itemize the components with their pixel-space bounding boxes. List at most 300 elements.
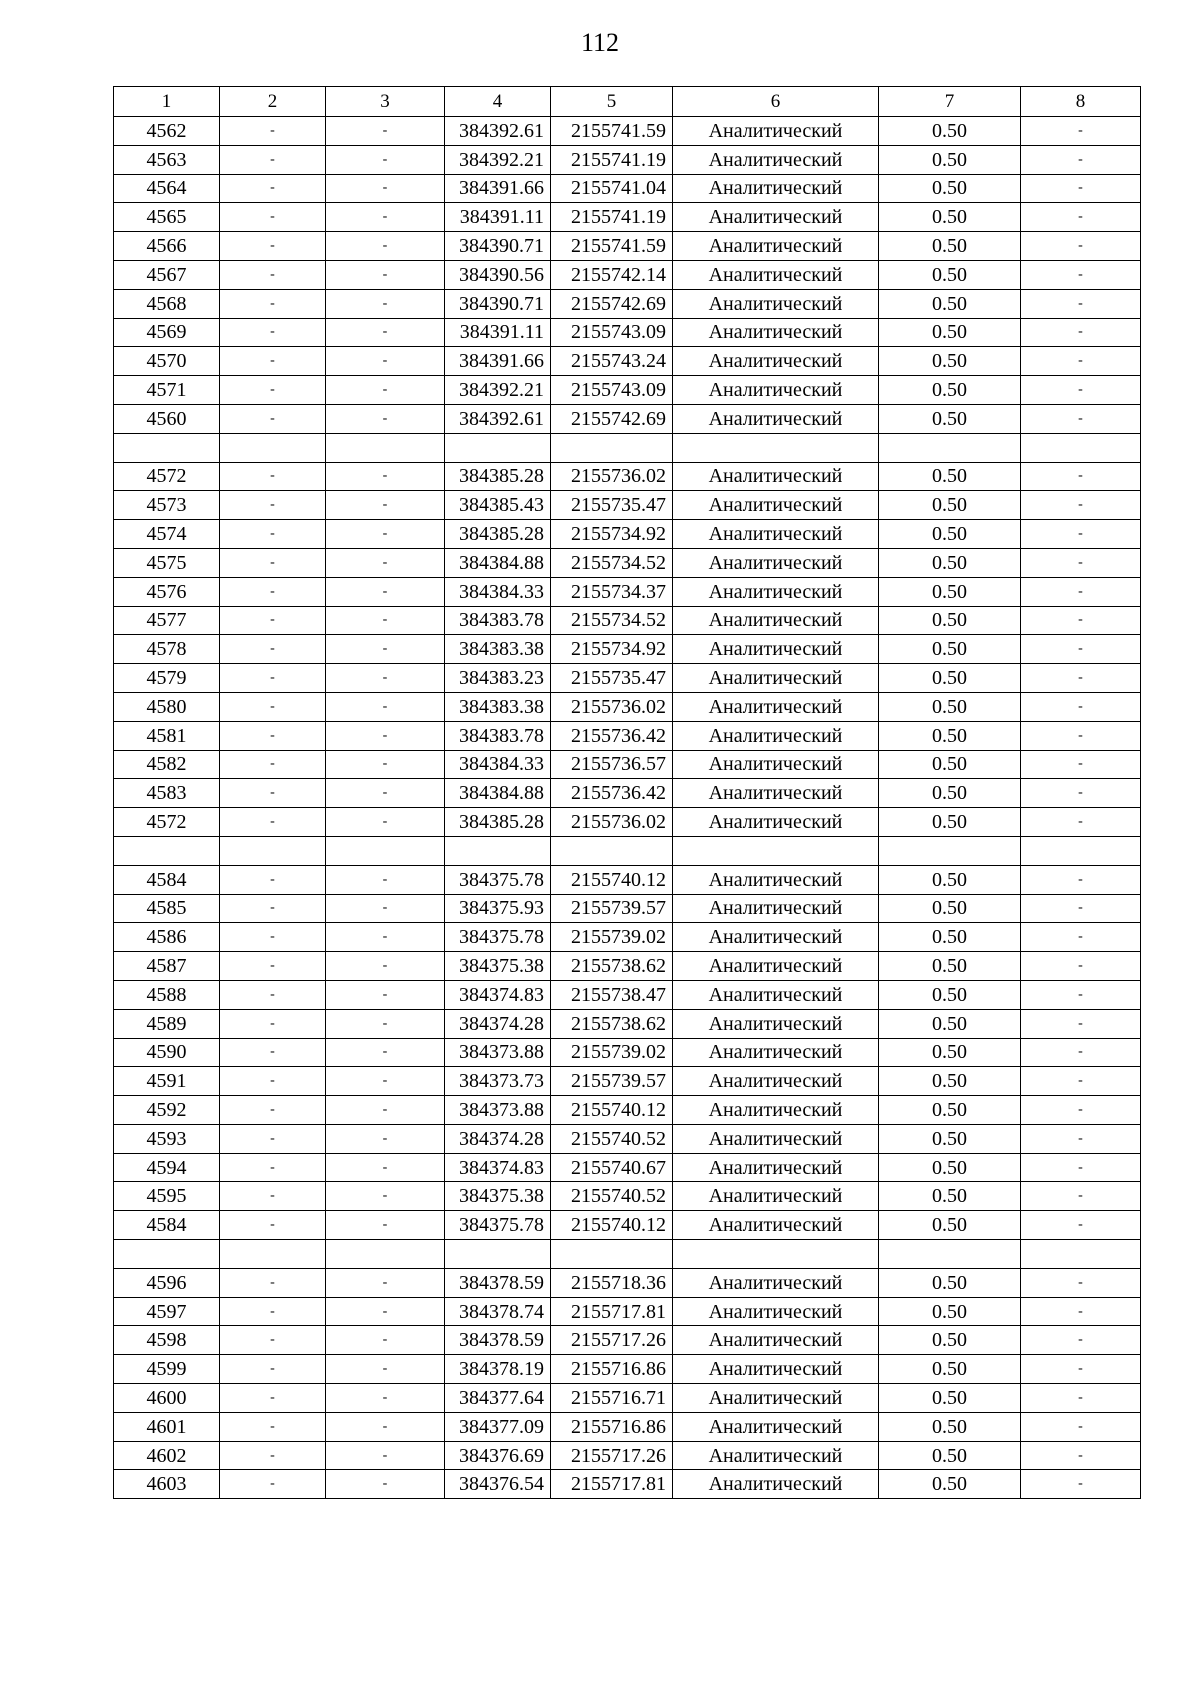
table-row: [114, 664, 1141, 693]
cell-y-coordinate: [551, 1240, 673, 1269]
cell-point-number: 4563: [114, 145, 220, 174]
cell-point-number: 4584: [114, 1211, 220, 1240]
cell-col-3: -: [326, 750, 445, 779]
cell-col-3: -: [326, 1067, 445, 1096]
table-row: [114, 1384, 1141, 1413]
cell-y-coordinate: 2155736.02: [551, 462, 673, 491]
cell-y-coordinate: 2155736.02: [551, 808, 673, 837]
cell-point-number: 4597: [114, 1297, 220, 1326]
cell-point-number: 4585: [114, 894, 220, 923]
cell-point-number: 4599: [114, 1355, 220, 1384]
cell-x-coordinate: 384376.54: [445, 1470, 551, 1499]
cell-point-number: [114, 836, 220, 865]
cell-method: Аналитический: [673, 260, 879, 289]
cell-col-3: -: [326, 404, 445, 433]
cell-point-number: [114, 433, 220, 462]
table-row: [114, 952, 1141, 981]
cell-method: Аналитический: [673, 664, 879, 693]
table-row: [114, 1182, 1141, 1211]
cell-col-8: -: [1021, 318, 1141, 347]
cell-col-8: -: [1021, 692, 1141, 721]
cell-accuracy: 0.50: [879, 318, 1021, 347]
table-row: [114, 1355, 1141, 1384]
cell-accuracy: 0.50: [879, 577, 1021, 606]
cell-col-3: -: [326, 1441, 445, 1470]
table-row: [114, 1326, 1141, 1355]
cell-method: Аналитический: [673, 232, 879, 261]
cell-y-coordinate: 2155738.62: [551, 1009, 673, 1038]
cell-x-coordinate: 384384.33: [445, 577, 551, 606]
cell-col-3: -: [326, 1182, 445, 1211]
cell-col-8: -: [1021, 260, 1141, 289]
cell-col-3: -: [326, 376, 445, 405]
cell-y-coordinate: [551, 836, 673, 865]
table-row: [114, 145, 1141, 174]
cell-col-2: -: [220, 117, 326, 146]
cell-accuracy: 0.50: [879, 779, 1021, 808]
cell-point-number: 4593: [114, 1124, 220, 1153]
cell-y-coordinate: 2155740.52: [551, 1182, 673, 1211]
table-row: [114, 577, 1141, 606]
cell-y-coordinate: 2155742.14: [551, 260, 673, 289]
cell-col-8: -: [1021, 606, 1141, 635]
cell-col-8: -: [1021, 347, 1141, 376]
cell-point-number: 4569: [114, 318, 220, 347]
cell-col-3: -: [326, 174, 445, 203]
cell-col-2: -: [220, 318, 326, 347]
cell-col-3: -: [326, 203, 445, 232]
cell-y-coordinate: 2155739.57: [551, 1067, 673, 1096]
cell-y-coordinate: 2155717.26: [551, 1441, 673, 1470]
cell-col-2: -: [220, 894, 326, 923]
table-row: [114, 1038, 1141, 1067]
cell-col-2: -: [220, 865, 326, 894]
cell-accuracy: 0.50: [879, 462, 1021, 491]
cell-y-coordinate: 2155734.52: [551, 606, 673, 635]
cell-col-3: -: [326, 1384, 445, 1413]
cell-y-coordinate: 2155743.09: [551, 376, 673, 405]
cell-accuracy: 0.50: [879, 894, 1021, 923]
table-row: [114, 1297, 1141, 1326]
cell-col-2: -: [220, 1412, 326, 1441]
cell-accuracy: 0.50: [879, 1067, 1021, 1096]
cell-col-3: -: [326, 1297, 445, 1326]
cell-y-coordinate: 2155741.19: [551, 145, 673, 174]
cell-point-number: 4577: [114, 606, 220, 635]
table-row: [114, 1009, 1141, 1038]
cell-method: Аналитический: [673, 491, 879, 520]
cell-col-3: -: [326, 491, 445, 520]
cell-col-2: -: [220, 548, 326, 577]
cell-method: Аналитический: [673, 1211, 879, 1240]
cell-y-coordinate: 2155736.42: [551, 721, 673, 750]
cell-point-number: 4565: [114, 203, 220, 232]
cell-accuracy: 0.50: [879, 692, 1021, 721]
cell-method: Аналитический: [673, 692, 879, 721]
cell-point-number: 4600: [114, 1384, 220, 1413]
cell-col-3: -: [326, 260, 445, 289]
cell-col-2: [220, 836, 326, 865]
cell-point-number: 4603: [114, 1470, 220, 1499]
cell-col-2: -: [220, 692, 326, 721]
cell-method: Аналитический: [673, 1441, 879, 1470]
cell-y-coordinate: 2155741.59: [551, 117, 673, 146]
cell-accuracy: 0.50: [879, 721, 1021, 750]
cell-accuracy: [879, 1240, 1021, 1269]
cell-y-coordinate: 2155740.52: [551, 1124, 673, 1153]
table-row: [114, 1067, 1141, 1096]
cell-col-8: -: [1021, 1326, 1141, 1355]
cell-point-number: 4595: [114, 1182, 220, 1211]
cell-y-coordinate: 2155734.52: [551, 548, 673, 577]
cell-y-coordinate: 2155716.86: [551, 1412, 673, 1441]
cell-y-coordinate: 2155743.09: [551, 318, 673, 347]
cell-x-coordinate: 384390.71: [445, 289, 551, 318]
cell-method: Аналитический: [673, 1182, 879, 1211]
table-row: [114, 1412, 1141, 1441]
cell-accuracy: 0.50: [879, 404, 1021, 433]
cell-x-coordinate: 384392.61: [445, 117, 551, 146]
cell-point-number: 4580: [114, 692, 220, 721]
cell-col-8: -: [1021, 232, 1141, 261]
cell-method: Аналитический: [673, 635, 879, 664]
cell-method: Аналитический: [673, 1124, 879, 1153]
table-row: [114, 1124, 1141, 1153]
cell-col-2: -: [220, 1355, 326, 1384]
cell-col-8: -: [1021, 1355, 1141, 1384]
cell-col-8: -: [1021, 1470, 1141, 1499]
cell-method: Аналитический: [673, 289, 879, 318]
cell-col-2: -: [220, 980, 326, 1009]
cell-accuracy: 0.50: [879, 1211, 1021, 1240]
separator-row: [114, 1240, 1141, 1269]
cell-method: Аналитический: [673, 1067, 879, 1096]
cell-col-8: -: [1021, 491, 1141, 520]
cell-x-coordinate: 384391.11: [445, 203, 551, 232]
cell-y-coordinate: 2155739.57: [551, 894, 673, 923]
cell-y-coordinate: 2155717.26: [551, 1326, 673, 1355]
cell-col-3: [326, 836, 445, 865]
cell-accuracy: 0.50: [879, 1297, 1021, 1326]
cell-point-number: 4570: [114, 347, 220, 376]
cell-point-number: 4573: [114, 491, 220, 520]
cell-y-coordinate: 2155741.04: [551, 174, 673, 203]
cell-point-number: 4576: [114, 577, 220, 606]
cell-col-3: -: [326, 1211, 445, 1240]
cell-method: Аналитический: [673, 923, 879, 952]
cell-col-8: -: [1021, 980, 1141, 1009]
cell-col-3: [326, 1240, 445, 1269]
cell-y-coordinate: 2155736.42: [551, 779, 673, 808]
cell-accuracy: 0.50: [879, 491, 1021, 520]
cell-method: Аналитический: [673, 117, 879, 146]
cell-col-3: -: [326, 577, 445, 606]
cell-col-3: -: [326, 1009, 445, 1038]
cell-col-2: -: [220, 1009, 326, 1038]
cell-method: Аналитический: [673, 520, 879, 549]
cell-x-coordinate: 384383.38: [445, 635, 551, 664]
cell-y-coordinate: 2155740.67: [551, 1153, 673, 1182]
cell-y-coordinate: 2155734.37: [551, 577, 673, 606]
cell-col-2: -: [220, 808, 326, 837]
cell-col-3: -: [326, 1268, 445, 1297]
cell-col-3: -: [326, 1470, 445, 1499]
cell-col-8: -: [1021, 635, 1141, 664]
cell-col-3: -: [326, 980, 445, 1009]
column-header: 2: [220, 87, 326, 117]
cell-col-2: -: [220, 1211, 326, 1240]
cell-method: Аналитический: [673, 1470, 879, 1499]
cell-point-number: 4568: [114, 289, 220, 318]
cell-x-coordinate: 384377.64: [445, 1384, 551, 1413]
cell-x-coordinate: 384378.59: [445, 1268, 551, 1297]
cell-accuracy: 0.50: [879, 1009, 1021, 1038]
cell-col-8: -: [1021, 808, 1141, 837]
cell-y-coordinate: [551, 433, 673, 462]
cell-col-2: -: [220, 1297, 326, 1326]
table-row: [114, 404, 1141, 433]
cell-y-coordinate: 2155734.92: [551, 520, 673, 549]
cell-y-coordinate: 2155716.86: [551, 1355, 673, 1384]
cell-accuracy: 0.50: [879, 980, 1021, 1009]
table-row: [114, 606, 1141, 635]
table-row: [114, 923, 1141, 952]
cell-col-8: -: [1021, 894, 1141, 923]
table-row: [114, 232, 1141, 261]
cell-accuracy: 0.50: [879, 750, 1021, 779]
cell-col-3: -: [326, 721, 445, 750]
cell-x-coordinate: 384383.38: [445, 692, 551, 721]
cell-point-number: 4590: [114, 1038, 220, 1067]
cell-point-number: 4581: [114, 721, 220, 750]
cell-x-coordinate: 384378.19: [445, 1355, 551, 1384]
cell-col-3: -: [326, 347, 445, 376]
cell-x-coordinate: 384383.78: [445, 721, 551, 750]
cell-y-coordinate: 2155735.47: [551, 664, 673, 693]
cell-method: Аналитический: [673, 865, 879, 894]
cell-x-coordinate: 384375.78: [445, 1211, 551, 1240]
cell-col-2: -: [220, 1441, 326, 1470]
cell-col-3: -: [326, 664, 445, 693]
cell-accuracy: 0.50: [879, 520, 1021, 549]
cell-y-coordinate: 2155735.47: [551, 491, 673, 520]
cell-point-number: 4574: [114, 520, 220, 549]
cell-accuracy: 0.50: [879, 376, 1021, 405]
cell-method: Аналитический: [673, 1355, 879, 1384]
table-row: [114, 462, 1141, 491]
cell-point-number: 4596: [114, 1268, 220, 1297]
cell-y-coordinate: 2155717.81: [551, 1470, 673, 1499]
cell-y-coordinate: 2155718.36: [551, 1268, 673, 1297]
cell-col-3: -: [326, 548, 445, 577]
cell-x-coordinate: 384375.78: [445, 865, 551, 894]
cell-col-2: -: [220, 1124, 326, 1153]
table-row: [114, 347, 1141, 376]
cell-accuracy: 0.50: [879, 1268, 1021, 1297]
cell-method: Аналитический: [673, 952, 879, 981]
cell-accuracy: 0.50: [879, 808, 1021, 837]
cell-col-8: -: [1021, 1067, 1141, 1096]
cell-col-2: -: [220, 1182, 326, 1211]
cell-col-2: -: [220, 952, 326, 981]
cell-method: Аналитический: [673, 1038, 879, 1067]
cell-x-coordinate: 384392.21: [445, 145, 551, 174]
cell-method: Аналитический: [673, 1412, 879, 1441]
separator-row: [114, 836, 1141, 865]
cell-x-coordinate: 384375.78: [445, 923, 551, 952]
cell-x-coordinate: 384373.73: [445, 1067, 551, 1096]
cell-x-coordinate: [445, 836, 551, 865]
cell-method: Аналитический: [673, 1096, 879, 1125]
cell-y-coordinate: 2155739.02: [551, 1038, 673, 1067]
table-row: [114, 1268, 1141, 1297]
cell-col-8: -: [1021, 779, 1141, 808]
cell-method: Аналитический: [673, 1153, 879, 1182]
separator-row: [114, 433, 1141, 462]
cell-y-coordinate: 2155717.81: [551, 1297, 673, 1326]
cell-col-2: -: [220, 577, 326, 606]
table-row: [114, 260, 1141, 289]
cell-accuracy: 0.50: [879, 1326, 1021, 1355]
cell-accuracy: 0.50: [879, 1355, 1021, 1384]
cell-col-8: -: [1021, 1038, 1141, 1067]
cell-y-coordinate: 2155738.47: [551, 980, 673, 1009]
cell-point-number: 4584: [114, 865, 220, 894]
cell-col-2: -: [220, 289, 326, 318]
cell-x-coordinate: 384373.88: [445, 1038, 551, 1067]
cell-accuracy: 0.50: [879, 1038, 1021, 1067]
cell-point-number: 4560: [114, 404, 220, 433]
cell-col-8: -: [1021, 1009, 1141, 1038]
cell-accuracy: 0.50: [879, 1153, 1021, 1182]
cell-method: Аналитический: [673, 1384, 879, 1413]
cell-accuracy: 0.50: [879, 606, 1021, 635]
cell-method: Аналитический: [673, 145, 879, 174]
cell-col-2: -: [220, 1268, 326, 1297]
cell-method: Аналитический: [673, 894, 879, 923]
cell-col-8: -: [1021, 1268, 1141, 1297]
cell-method: Аналитический: [673, 462, 879, 491]
cell-x-coordinate: 384378.74: [445, 1297, 551, 1326]
cell-method: Аналитический: [673, 347, 879, 376]
cell-col-2: -: [220, 664, 326, 693]
cell-col-3: -: [326, 635, 445, 664]
table-row: [114, 1211, 1141, 1240]
table-row: [114, 289, 1141, 318]
cell-col-3: -: [326, 923, 445, 952]
cell-method: Аналитический: [673, 577, 879, 606]
cell-col-8: -: [1021, 174, 1141, 203]
table-row: [114, 894, 1141, 923]
cell-point-number: 4592: [114, 1096, 220, 1125]
cell-col-2: -: [220, 376, 326, 405]
cell-x-coordinate: 384385.28: [445, 808, 551, 837]
cell-point-number: 4587: [114, 952, 220, 981]
cell-method: [673, 1240, 879, 1269]
cell-col-3: -: [326, 1124, 445, 1153]
table-row: [114, 1153, 1141, 1182]
cell-accuracy: 0.50: [879, 203, 1021, 232]
cell-col-2: -: [220, 750, 326, 779]
cell-col-8: -: [1021, 1441, 1141, 1470]
cell-y-coordinate: 2155738.62: [551, 952, 673, 981]
cell-col-2: -: [220, 491, 326, 520]
cell-method: Аналитический: [673, 318, 879, 347]
cell-col-2: -: [220, 404, 326, 433]
cell-col-3: [326, 433, 445, 462]
cell-point-number: 4564: [114, 174, 220, 203]
cell-point-number: 4588: [114, 980, 220, 1009]
cell-x-coordinate: 384376.69: [445, 1441, 551, 1470]
cell-col-3: -: [326, 692, 445, 721]
cell-col-3: -: [326, 606, 445, 635]
cell-y-coordinate: 2155740.12: [551, 1096, 673, 1125]
column-header: 3: [326, 87, 445, 117]
cell-col-8: -: [1021, 577, 1141, 606]
cell-accuracy: 0.50: [879, 289, 1021, 318]
cell-col-3: -: [326, 117, 445, 146]
cell-col-2: -: [220, 1067, 326, 1096]
cell-col-3: -: [326, 894, 445, 923]
cell-method: Аналитический: [673, 779, 879, 808]
coordinates-table: [113, 86, 1141, 1499]
table-body: [114, 87, 1141, 1499]
cell-point-number: 4567: [114, 260, 220, 289]
cell-x-coordinate: 384390.71: [445, 232, 551, 261]
column-header: 5: [551, 87, 673, 117]
cell-accuracy: 0.50: [879, 548, 1021, 577]
cell-col-2: -: [220, 203, 326, 232]
cell-point-number: 4594: [114, 1153, 220, 1182]
cell-accuracy: 0.50: [879, 1441, 1021, 1470]
cell-accuracy: 0.50: [879, 1384, 1021, 1413]
cell-point-number: 4602: [114, 1441, 220, 1470]
table-row: [114, 808, 1141, 837]
cell-x-coordinate: 384374.28: [445, 1124, 551, 1153]
cell-col-2: -: [220, 347, 326, 376]
cell-y-coordinate: 2155736.57: [551, 750, 673, 779]
cell-col-2: -: [220, 923, 326, 952]
cell-col-8: -: [1021, 203, 1141, 232]
cell-x-coordinate: 384392.21: [445, 376, 551, 405]
cell-col-8: -: [1021, 721, 1141, 750]
cell-accuracy: 0.50: [879, 1096, 1021, 1125]
cell-col-2: -: [220, 520, 326, 549]
cell-col-2: -: [220, 606, 326, 635]
cell-col-8: -: [1021, 750, 1141, 779]
cell-method: Аналитический: [673, 1297, 879, 1326]
cell-col-3: -: [326, 1412, 445, 1441]
cell-col-3: -: [326, 232, 445, 261]
cell-col-8: -: [1021, 404, 1141, 433]
cell-x-coordinate: 384375.93: [445, 894, 551, 923]
cell-col-8: -: [1021, 145, 1141, 174]
cell-col-8: -: [1021, 1096, 1141, 1125]
cell-method: Аналитический: [673, 606, 879, 635]
table-row: [114, 692, 1141, 721]
cell-method: Аналитический: [673, 1268, 879, 1297]
cell-col-2: -: [220, 260, 326, 289]
cell-col-2: -: [220, 1384, 326, 1413]
table-row: [114, 520, 1141, 549]
cell-col-2: -: [220, 232, 326, 261]
cell-accuracy: 0.50: [879, 1124, 1021, 1153]
table-row: [114, 721, 1141, 750]
cell-col-2: -: [220, 779, 326, 808]
cell-x-coordinate: 384385.28: [445, 462, 551, 491]
cell-point-number: 4562: [114, 117, 220, 146]
cell-point-number: 4586: [114, 923, 220, 952]
